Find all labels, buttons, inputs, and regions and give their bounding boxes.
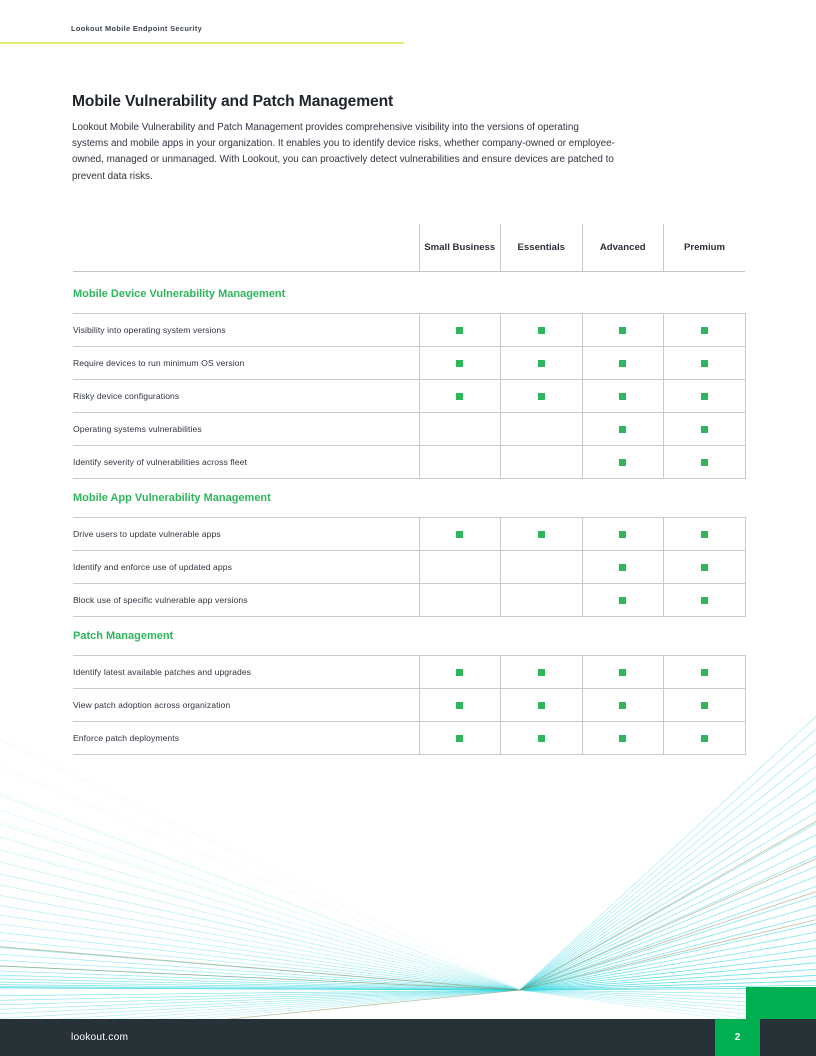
not-included-placeholder <box>538 564 545 571</box>
availability-cell <box>501 446 583 479</box>
availability-cell <box>664 446 746 479</box>
table-row <box>73 446 745 479</box>
included-square-icon <box>701 360 708 367</box>
availability-cell <box>501 518 583 551</box>
availability-cell <box>582 551 664 584</box>
availability-cell <box>501 413 583 446</box>
availability-cell <box>664 347 746 380</box>
availability-cell <box>419 314 501 347</box>
included-square-icon <box>701 531 708 538</box>
availability-cell <box>501 551 583 584</box>
feature-name: Operating systems vulnerabilities <box>73 413 419 446</box>
included-square-icon <box>538 327 545 334</box>
not-included-placeholder <box>538 459 545 466</box>
feature-name: Enforce patch deployments <box>73 722 419 755</box>
included-square-icon <box>619 459 626 466</box>
page-header <box>0 0 816 48</box>
feature-name: Block use of specific vulnerable app versions <box>73 584 419 617</box>
feature-name: Identify severity of vulnerabilities across fleet <box>73 446 419 479</box>
availability-cell <box>664 656 746 689</box>
feature-comparison-table <box>73 224 745 755</box>
included-square-icon <box>701 564 708 571</box>
table-header-row <box>73 224 745 272</box>
availability-cell <box>664 413 746 446</box>
availability-cell <box>501 314 583 347</box>
included-square-icon <box>619 564 626 571</box>
included-square-icon <box>456 669 463 676</box>
header-accent-rule <box>0 42 404 44</box>
availability-cell <box>582 656 664 689</box>
section-heading: Patch Management <box>73 630 174 642</box>
table-row <box>73 413 745 446</box>
availability-cell <box>664 551 746 584</box>
feature-name: Identify and enforce use of updated apps <box>73 551 419 584</box>
table-row <box>73 314 745 347</box>
included-square-icon <box>456 360 463 367</box>
column-header-premium: Premium <box>664 224 746 272</box>
availability-cell <box>419 446 501 479</box>
not-included-placeholder <box>538 426 545 433</box>
included-square-icon <box>538 393 545 400</box>
availability-cell <box>582 446 664 479</box>
availability-cell <box>664 380 746 413</box>
availability-cell <box>582 518 664 551</box>
table-row <box>73 551 745 584</box>
table-row <box>73 584 745 617</box>
availability-cell <box>664 314 746 347</box>
included-square-icon <box>701 597 708 604</box>
decorative-ray-burst <box>0 700 816 1030</box>
document-header-label: Lookout Mobile Endpoint Security <box>71 24 203 33</box>
availability-cell <box>419 584 501 617</box>
column-header-small-business: Small Business <box>419 224 501 272</box>
included-square-icon <box>701 669 708 676</box>
feature-name: View patch adoption across organization <box>73 689 419 722</box>
table-section-header-row <box>73 272 745 314</box>
page-number: 2 <box>734 1032 741 1043</box>
header-blank-cell <box>73 224 419 272</box>
included-square-icon <box>701 459 708 466</box>
availability-cell <box>419 551 501 584</box>
table-row <box>73 347 745 380</box>
included-square-icon <box>701 426 708 433</box>
availability-cell <box>419 380 501 413</box>
availability-cell <box>419 347 501 380</box>
availability-cell <box>664 518 746 551</box>
page-title: Mobile Vulnerability and Patch Management <box>72 93 394 110</box>
included-square-icon <box>619 327 626 334</box>
included-square-icon <box>619 393 626 400</box>
included-square-icon <box>619 669 626 676</box>
availability-cell <box>501 584 583 617</box>
availability-cell <box>582 584 664 617</box>
included-square-icon <box>619 360 626 367</box>
table-row <box>73 656 745 689</box>
included-square-icon <box>538 360 545 367</box>
included-square-icon <box>456 327 463 334</box>
feature-name: Require devices to run minimum OS version <box>73 347 419 380</box>
included-square-icon <box>456 393 463 400</box>
included-square-icon <box>538 531 545 538</box>
intro-paragraph: Lookout Mobile Vulnerability and Patch Management provides comprehensive visibility into the versions of operating systems and mobile apps in your organization. It enables you to identify device risks, whether company-owned or employee-owned, managed or unmanaged. With Lookout, you can proactively detect vulnerabilities and ensure devices are patched to prevent data risks. <box>72 122 615 182</box>
feature-name: Risky device configurations <box>73 380 419 413</box>
not-included-placeholder <box>456 597 463 604</box>
availability-cell <box>582 347 664 380</box>
not-included-placeholder <box>538 597 545 604</box>
availability-cell <box>419 413 501 446</box>
section-heading: Mobile App Vulnerability Management <box>73 492 271 504</box>
section-heading: Mobile Device Vulnerability Management <box>73 288 286 300</box>
feature-name: Drive users to update vulnerable apps <box>73 518 419 551</box>
not-included-placeholder <box>456 564 463 571</box>
included-square-icon <box>701 393 708 400</box>
availability-cell <box>582 314 664 347</box>
availability-cell <box>582 413 664 446</box>
not-included-placeholder <box>456 426 463 433</box>
table-section-header-row <box>73 617 745 656</box>
included-square-icon <box>538 669 545 676</box>
included-square-icon <box>619 531 626 538</box>
table-section-header-row <box>73 479 745 518</box>
column-header-essentials: Essentials <box>501 224 583 272</box>
availability-cell <box>501 380 583 413</box>
included-square-icon <box>619 426 626 433</box>
availability-cell <box>582 380 664 413</box>
feature-name: Visibility into operating system versions <box>73 314 419 347</box>
footer-website-url[interactable]: lookout.com <box>71 1032 129 1043</box>
included-square-icon <box>456 531 463 538</box>
table-row <box>73 518 745 551</box>
availability-cell <box>501 347 583 380</box>
included-square-icon <box>619 597 626 604</box>
included-square-icon <box>701 327 708 334</box>
table-row <box>73 380 745 413</box>
feature-name: Identify latest available patches and upgrades <box>73 656 419 689</box>
availability-cell <box>419 656 501 689</box>
availability-cell <box>419 518 501 551</box>
availability-cell <box>501 656 583 689</box>
footer-corner-accent-block <box>746 987 816 1020</box>
not-included-placeholder <box>456 459 463 466</box>
column-header-advanced: Advanced <box>582 224 664 272</box>
availability-cell <box>664 584 746 617</box>
